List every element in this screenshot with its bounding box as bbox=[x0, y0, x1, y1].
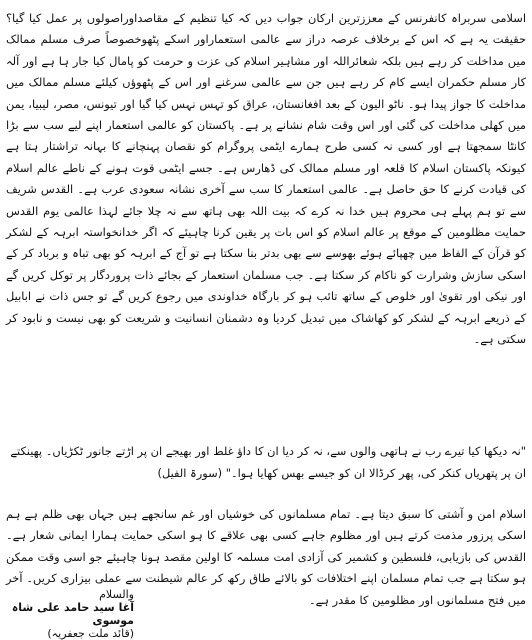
signature-name: آغا سید حامد علی شاہ موسوی bbox=[11, 601, 134, 627]
signature-block bbox=[6, 588, 134, 640]
quran-verse-quote: "نہ دیکھا کیا تیرے رب نے ہاتھی والوں سے، نہ کر دیا ان کا داؤ غلط اور بھیجے ان پر اڑتے جانور ٹکڑیاں۔ پھینکتے ان پر پتھریاں کنکر کی، پھر کرڈالا ان کو جیسے بھس کھایا ہوا۔" (سورۃ الفیل) bbox=[10, 444, 526, 480]
paragraph-closing: اسلام امن و آشتی کا سبق دیتا ہے۔ تمام مسلمانوں کی خوشیاں اور غم سانجھے ہیں جہاں بھی ظلم ہے ہم اسکی پرزور مذمت کرتے ہیں اور مظلوم جاہے کسی بھی علاقے کا ہو اسکی حمایت ہمارا ایمانی شعار ہے۔ القدس کی بازیابی، فلسطین و کشمیر کی آزادی امت مسلمہ کا اولین مقصد ہونا چاہیئے جو اسی وقت ممکن ہو سکتا ہے جب تمام مسلمان اپنے اختلافات کو بالائے طاق رکھ کر عالم شیطنت سے عملی بیزاری کریں۔ آخر میں فتح مسلمانوں اور مظلومین کا مقدر ہے۔ bbox=[6, 507, 526, 607]
document-page bbox=[6, 4, 526, 640]
signature-closing: والسلام bbox=[99, 588, 134, 601]
paragraph-main: اسلامی سربراہ کانفرنس کے معززترین ارکان جواب دیں کہ کیا تنظیم کے مقاصداوراصولوں پر عمل کیا گیا؟ حقیقت یہ ہے کہ اس کے برخلاف عرصہ دراز سے عالمی استعماراور اسکے پٹھوخصوصاً صرف مسلم ممالک میں مداخلت کر رہے ہیں بلکہ شعائراللہ اور مشاہیر اسلام کی عزت و حرمت کو پامال کیا جار ہا ہے اور آلہ کار مسلم حکمران ایسے کام کر رہے ہیں جن سے عالمی سرغنے اور اس کے پٹھوؤں کیلئے مسلم ممالک میں مداخلت کا جواز پیدا ہو۔ ناٹو الیون کے بعد افغانستان، عراق کو تہس نہس کیا گیا اور تیونس، مصر، لیبیا، یمن میں کھلی مداخلت کی گئی اور اس وقت شام نشانے پر ہے۔ پاکستان کو عالمی استعمار اپنے لیے سب سے بڑا کانٹا سمجھتا ہے اور کسی نہ کسی طرح ہمارے ایٹمی پروگرام کو نقصان پہنچانے کا بہانہ تراشتار ہتا ہے کیونکہ پاکستان اسلام کا قلعہ اور مسلم ممالک کی ڈھارس ہے۔ جسے ایٹمی قوت ہونے کے ناطے عالم اسلام کی قیادت کرنے کا حق حاصل ہے۔ عالمی استعمار کا سب سے آخری نشانہ سعودی عرب ہے۔ القدس شریف سے تو ہم پہلے ہی محروم ہیں خدا نہ کرے کہ بیت اللہ بھی ہاتھ سے نہ چلا جائے لہذا عالمی یوم القدس حمایت مظلومین کے موقع پر عالم اسلام کو اس بات پر یقین کرنا چاہیئے کہ اگر خدانخواستہ ابرہہ کے لشکر کو قرآن کے الفاظ میں چھپائے ہوئے بھوسے سے بھی بدتر بنا سکتا ہے تو آج کے ابرہہ کو بھی تباہ و برباد کر کے اسکی سازش وشرارت کو ناکام کر سکتا ہے۔ جب مسلمان استعمار کے بجائے ذات پروردگار پر توکل کریں گے اور نیکی اور تقویٰ اور خلوص کے ساتھ تائب ہو کر بارگاہ خداوندی میں رجوع کریں گے تو جس ذات نے ابابیل کے ذریعے ابرہہ کے لشکر کو کھاشاک میں تبدیل کردیا وہ دشمنان انسانیت و شریعت کو بھی نیست و نابود کر سکتی ہے۔ bbox=[6, 11, 526, 347]
signature-title: (قائد ملت جعفریہ) bbox=[47, 627, 134, 640]
